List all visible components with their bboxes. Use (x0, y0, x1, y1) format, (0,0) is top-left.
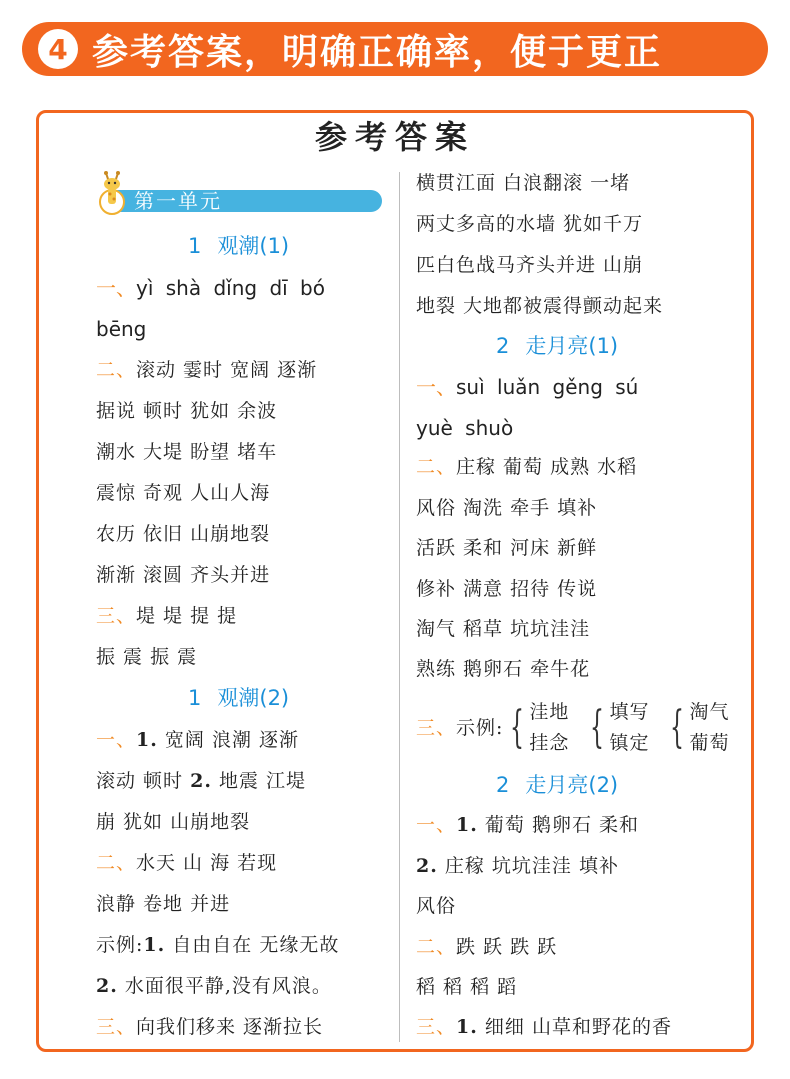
answer-line: 2. 庄稼 坑坑洼洼 填补 (416, 855, 619, 877)
answer-line: yuè shuò (416, 416, 514, 440)
lesson-heading: 1 观潮(2) (188, 686, 290, 710)
word-pair: 填写 镇定 (609, 701, 650, 754)
giraffe-icon (92, 170, 132, 220)
answer-line: 风俗 (416, 895, 457, 917)
answer-line: 稻 稻 稻 蹈 (416, 976, 518, 998)
answer-line: 熟练 鹅卵石 牵牛花 (416, 658, 591, 680)
page-title: 参考答案 (314, 118, 475, 156)
answer-line: 地裂 大地都被震得颤动起来 (416, 295, 664, 317)
brace-icon: { (670, 702, 685, 753)
answer-line: 三、堤 堤 提 提 (96, 605, 238, 627)
answer-line: 一、suì luǎn gěng sú (416, 375, 639, 399)
answer-line: 振 震 振 震 (96, 646, 198, 668)
unit-label: 第一单元 (134, 189, 222, 213)
answer-line: 二、滚动 霎时 宽阔 逐渐 (96, 359, 318, 381)
header-banner (22, 22, 768, 76)
answer-line: 浪静 卷地 并进 (96, 893, 231, 915)
answer-line: 风俗 淘洗 牵手 填补 (416, 497, 598, 519)
banner-number: 4 (38, 29, 78, 69)
answer-line: 示例:1. 自由自在 无缘无故 (96, 934, 340, 956)
word-pair: 洼地 挂念 (529, 701, 570, 754)
lesson-heading: 2 走月亮(2) (496, 773, 619, 797)
answer-line: 二、水天 山 海 若现 (96, 852, 278, 874)
answer-line: 滚动 顿时 2. 地震 江堤 (96, 770, 307, 792)
lesson-heading: 1 观潮(1) (188, 234, 290, 258)
lesson-heading: 2 走月亮(1) (496, 334, 619, 358)
answer-line: 匹白色战马齐头并进 山崩 (416, 254, 644, 276)
example-groups: 三、示例: { 洼地 挂念 { 填写 镇定 { 淘气 葡萄 (416, 697, 729, 759)
brace-icon: { (590, 702, 605, 753)
answer-line: 活跃 柔和 河床 新鲜 (416, 537, 598, 559)
answer-line: 二、庄稼 葡萄 成熟 水稻 (416, 456, 638, 478)
answer-line: 一、1. 葡萄 鹅卵石 柔和 (416, 814, 639, 836)
banner-title: 参考答案，明确正确率，便于更正 (92, 31, 663, 73)
answer-line: 淘气 稻草 坑坑洼洼 (416, 618, 591, 640)
answer-line: 二、跌 跃 跌 跃 (416, 936, 558, 958)
answer-line: 一、yì shà dǐng dī bó (96, 276, 325, 300)
answer-line: 两丈多高的水墙 犹如千万 (416, 213, 644, 235)
answer-line: 一、1. 宽阔 浪潮 逐渐 (96, 729, 299, 751)
answer-line: 渐渐 滚圆 齐头并进 (96, 564, 271, 586)
answer-line: 横贯江面 白浪翻滚 一堵 (416, 172, 631, 194)
answer-line: bēng (96, 317, 147, 341)
column-divider (399, 172, 400, 1042)
answer-line: 崩 犹如 山崩地裂 (96, 811, 251, 833)
answer-line: 震惊 奇观 人山人海 (96, 482, 271, 504)
answer-line: 2. 水面很平静,没有风浪。 (96, 975, 332, 997)
answer-line: 三、向我们移来 逐渐拉长 (96, 1016, 324, 1038)
answer-line: 修补 满意 招待 传说 (416, 578, 598, 600)
word-pair: 淘气 葡萄 (689, 701, 730, 754)
brace-icon: { (510, 702, 525, 753)
answer-line: 据说 顿时 犹如 余波 (96, 400, 278, 422)
answer-line: 潮水 大堤 盼望 堵车 (96, 441, 278, 463)
answer-line: 农历 依旧 山崩地裂 (96, 523, 271, 545)
answer-line: 三、1. 细细 山草和野花的香 (416, 1016, 672, 1038)
